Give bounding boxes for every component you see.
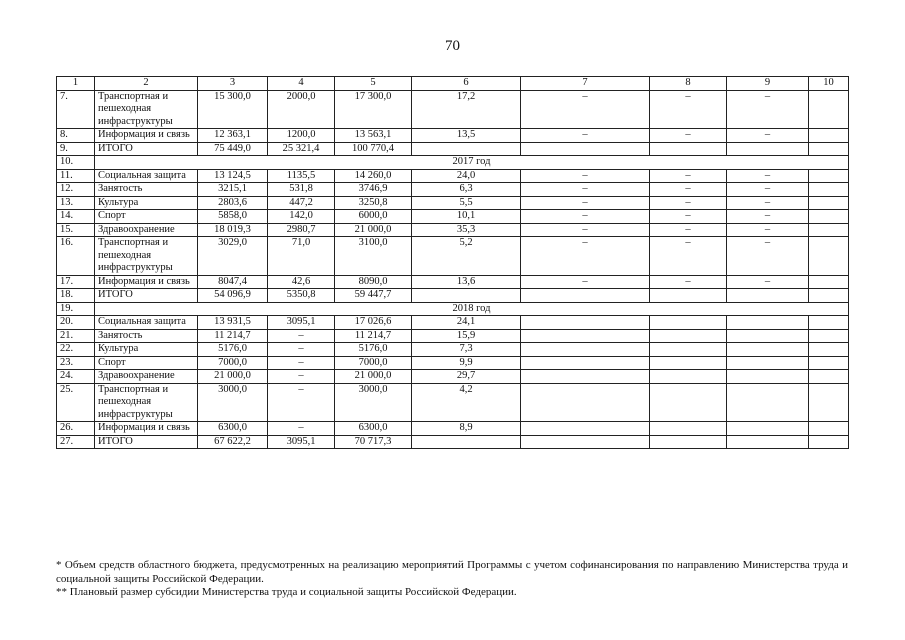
table-row (57, 196, 849, 210)
col10-cell (809, 210, 849, 224)
regional-budget-cell: 2803,6 (198, 196, 268, 210)
footnote: * Объем средств областного бюджета, предусмотренных на реализацию мероприятий Программы с учетом софинансирования по направлению Министерства труда и социальной защиты Российской Федерации. (56, 559, 848, 585)
col9-cell (727, 422, 809, 436)
share-percent-cell: 29,7 (412, 370, 521, 384)
regional-budget-cell: 8047,4 (198, 275, 268, 289)
col7-cell (521, 329, 650, 343)
direction-name: ИТОГО (95, 142, 198, 156)
row-number: 16. (57, 237, 95, 276)
table-row (57, 356, 849, 370)
share-percent-cell: 6,3 (412, 183, 521, 197)
direction-name: Информация и связь (95, 275, 198, 289)
col8-cell (650, 356, 727, 370)
column-number: 3 (198, 77, 268, 91)
row-number: 24. (57, 370, 95, 384)
federal-subsidy-cell: 2000,0 (268, 90, 335, 129)
col10-cell (809, 289, 849, 303)
col8-cell (650, 289, 727, 303)
col8-cell: – (650, 90, 727, 129)
direction-name: Транспортная и пешеходная инфраструктуры (95, 383, 198, 422)
total-cell: 3000,0 (335, 383, 412, 422)
direction-name: Здравоохранение (95, 223, 198, 237)
row-number: 19. (57, 302, 95, 316)
table-row (57, 422, 849, 436)
col8-cell: – (650, 275, 727, 289)
col9-cell (727, 142, 809, 156)
share-percent-cell: 17,2 (412, 90, 521, 129)
direction-name: Транспортная и пешеходная инфраструктуры (95, 237, 198, 276)
col9-cell (727, 343, 809, 357)
col7-cell: – (521, 237, 650, 276)
share-percent-cell: 5,5 (412, 196, 521, 210)
column-number: 4 (268, 77, 335, 91)
direction-name: Культура (95, 343, 198, 357)
regional-budget-cell: 67 622,2 (198, 435, 268, 449)
share-percent-cell: 8,9 (412, 422, 521, 436)
total-cell: 17 300,0 (335, 90, 412, 129)
col8-cell: – (650, 210, 727, 224)
share-percent-cell (412, 289, 521, 303)
col9-cell (727, 356, 809, 370)
col7-cell (521, 370, 650, 384)
col10-cell (809, 343, 849, 357)
total-cell: 5176,0 (335, 343, 412, 357)
table-row (57, 169, 849, 183)
share-percent-cell: 13,5 (412, 129, 521, 143)
col9-cell: – (727, 275, 809, 289)
share-percent-cell (412, 142, 521, 156)
column-number: 2 (95, 77, 198, 91)
direction-name: Занятость (95, 183, 198, 197)
row-number: 23. (57, 356, 95, 370)
row-number: 17. (57, 275, 95, 289)
federal-subsidy-cell: 25 321,4 (268, 142, 335, 156)
col9-cell (727, 316, 809, 330)
col10-cell (809, 223, 849, 237)
total-cell: 14 260,0 (335, 169, 412, 183)
column-number: 6 (412, 77, 521, 91)
col7-cell: – (521, 169, 650, 183)
regional-budget-cell: 7000,0 (198, 356, 268, 370)
table-row (57, 435, 849, 449)
col9-cell: – (727, 90, 809, 129)
column-number: 1 (57, 77, 95, 91)
col10-cell (809, 196, 849, 210)
table-row (57, 223, 849, 237)
direction-name: ИТОГО (95, 289, 198, 303)
col9-cell (727, 435, 809, 449)
federal-subsidy-cell: 3095,1 (268, 316, 335, 330)
total-cell: 3250,8 (335, 196, 412, 210)
federal-subsidy-cell: 71,0 (268, 237, 335, 276)
page-number: 70 (445, 38, 460, 54)
direction-name: Транспортная и пешеходная инфраструктуры (95, 90, 198, 129)
col9-cell (727, 370, 809, 384)
federal-subsidy-cell: 1135,5 (268, 169, 335, 183)
share-percent-cell: 15,9 (412, 329, 521, 343)
col8-cell (650, 370, 727, 384)
col9-cell: – (727, 169, 809, 183)
federal-subsidy-cell: 142,0 (268, 210, 335, 224)
direction-name: Культура (95, 196, 198, 210)
col10-cell (809, 356, 849, 370)
col10-cell (809, 275, 849, 289)
column-number-row (57, 77, 849, 91)
row-number: 26. (57, 422, 95, 436)
table-row (57, 210, 849, 224)
col7-cell: – (521, 129, 650, 143)
col10-cell (809, 129, 849, 143)
year-label: 2017 год (95, 156, 849, 170)
row-number: 15. (57, 223, 95, 237)
share-percent-cell: 7,3 (412, 343, 521, 357)
total-cell: 7000,0 (335, 356, 412, 370)
col9-cell: – (727, 237, 809, 276)
regional-budget-cell: 15 300,0 (198, 90, 268, 129)
federal-subsidy-cell: 42,6 (268, 275, 335, 289)
col9-cell (727, 329, 809, 343)
col8-cell: – (650, 183, 727, 197)
col8-cell (650, 422, 727, 436)
col8-cell (650, 142, 727, 156)
col8-cell: – (650, 196, 727, 210)
share-percent-cell (412, 435, 521, 449)
row-number: 27. (57, 435, 95, 449)
regional-budget-cell: 21 000,0 (198, 370, 268, 384)
row-number: 11. (57, 169, 95, 183)
year-row (57, 302, 849, 316)
share-percent-cell: 35,3 (412, 223, 521, 237)
regional-budget-cell: 5176,0 (198, 343, 268, 357)
table-row (57, 237, 849, 276)
direction-name: Социальная защита (95, 169, 198, 183)
col7-cell: – (521, 210, 650, 224)
share-percent-cell: 4,2 (412, 383, 521, 422)
row-number: 20. (57, 316, 95, 330)
regional-budget-cell: 3000,0 (198, 383, 268, 422)
regional-budget-cell: 6300,0 (198, 422, 268, 436)
col7-cell: – (521, 275, 650, 289)
col10-cell (809, 90, 849, 129)
regional-budget-cell: 3029,0 (198, 237, 268, 276)
col7-cell: – (521, 183, 650, 197)
total-cell: 11 214,7 (335, 329, 412, 343)
total-cell: 6000,0 (335, 210, 412, 224)
col9-cell: – (727, 183, 809, 197)
direction-name: Занятость (95, 329, 198, 343)
col8-cell (650, 316, 727, 330)
direction-name: Спорт (95, 356, 198, 370)
col8-cell (650, 329, 727, 343)
col7-cell: – (521, 223, 650, 237)
col10-cell (809, 383, 849, 422)
column-number: 10 (809, 77, 849, 91)
row-number: 7. (57, 90, 95, 129)
col9-cell: – (727, 196, 809, 210)
federal-subsidy-cell: – (268, 383, 335, 422)
regional-budget-cell: 13 124,5 (198, 169, 268, 183)
col9-cell: – (727, 210, 809, 224)
table-row (57, 275, 849, 289)
federal-subsidy-cell: 1200,0 (268, 129, 335, 143)
col9-cell: – (727, 223, 809, 237)
row-number: 9. (57, 142, 95, 156)
row-number: 21. (57, 329, 95, 343)
col10-cell (809, 422, 849, 436)
regional-budget-cell: 75 449,0 (198, 142, 268, 156)
regional-budget-cell: 12 363,1 (198, 129, 268, 143)
row-number: 22. (57, 343, 95, 357)
regional-budget-cell: 54 096,9 (198, 289, 268, 303)
col7-cell (521, 142, 650, 156)
regional-budget-cell: 5858,0 (198, 210, 268, 224)
total-cell: 13 563,1 (335, 129, 412, 143)
col7-cell (521, 435, 650, 449)
column-number: 5 (335, 77, 412, 91)
total-cell: 21 000,0 (335, 223, 412, 237)
row-number: 12. (57, 183, 95, 197)
federal-subsidy-cell: 5350,8 (268, 289, 335, 303)
col7-cell (521, 343, 650, 357)
col9-cell (727, 289, 809, 303)
direction-name: Информация и связь (95, 422, 198, 436)
direction-name: ИТОГО (95, 435, 198, 449)
col8-cell (650, 343, 727, 357)
regional-budget-cell: 3215,1 (198, 183, 268, 197)
col10-cell (809, 329, 849, 343)
table-row (57, 329, 849, 343)
total-cell: 3746,9 (335, 183, 412, 197)
col10-cell (809, 169, 849, 183)
col10-cell (809, 370, 849, 384)
total-cell: 59 447,7 (335, 289, 412, 303)
share-percent-cell: 13,6 (412, 275, 521, 289)
column-number: 8 (650, 77, 727, 91)
regional-budget-cell: 18 019,3 (198, 223, 268, 237)
federal-subsidy-cell: – (268, 343, 335, 357)
total-cell: 21 000,0 (335, 370, 412, 384)
federal-subsidy-cell: – (268, 370, 335, 384)
col8-cell: – (650, 169, 727, 183)
col10-cell (809, 142, 849, 156)
table-row (57, 142, 849, 156)
footnote: ** Плановый размер субсидии Министерства труда и социальной защиты Российской Федерации. (56, 586, 517, 598)
total-cell: 17 026,6 (335, 316, 412, 330)
federal-subsidy-cell: 2980,7 (268, 223, 335, 237)
col10-cell (809, 316, 849, 330)
federal-subsidy-cell: 531,8 (268, 183, 335, 197)
federal-subsidy-cell: 447,2 (268, 196, 335, 210)
row-number: 25. (57, 383, 95, 422)
col9-cell: – (727, 129, 809, 143)
col8-cell: – (650, 129, 727, 143)
row-number: 14. (57, 210, 95, 224)
row-number: 10. (57, 156, 95, 170)
column-number: 7 (521, 77, 650, 91)
regional-budget-cell: 11 214,7 (198, 329, 268, 343)
col7-cell (521, 316, 650, 330)
direction-name: Здравоохранение (95, 370, 198, 384)
year-row (57, 156, 849, 170)
share-percent-cell: 9,9 (412, 356, 521, 370)
table-row (57, 343, 849, 357)
table-row (57, 289, 849, 303)
col8-cell (650, 383, 727, 422)
column-number: 9 (727, 77, 809, 91)
col7-cell (521, 356, 650, 370)
col8-cell: – (650, 223, 727, 237)
table-row (57, 90, 849, 129)
data-table (56, 76, 849, 449)
footnotes (56, 559, 848, 600)
federal-subsidy-cell: 3095,1 (268, 435, 335, 449)
year-label: 2018 год (95, 302, 849, 316)
col7-cell: – (521, 90, 650, 129)
total-cell: 8090,0 (335, 275, 412, 289)
table-row (57, 129, 849, 143)
federal-subsidy-cell: – (268, 422, 335, 436)
table-row (57, 316, 849, 330)
share-percent-cell: 24,1 (412, 316, 521, 330)
share-percent-cell: 5,2 (412, 237, 521, 276)
table-row (57, 370, 849, 384)
col7-cell (521, 422, 650, 436)
total-cell: 70 717,3 (335, 435, 412, 449)
col8-cell: – (650, 237, 727, 276)
table-row (57, 183, 849, 197)
col7-cell: – (521, 196, 650, 210)
direction-name: Социальная защита (95, 316, 198, 330)
federal-subsidy-cell: – (268, 329, 335, 343)
row-number: 8. (57, 129, 95, 143)
federal-subsidy-cell: – (268, 356, 335, 370)
col7-cell (521, 289, 650, 303)
row-number: 18. (57, 289, 95, 303)
regional-budget-cell: 13 931,5 (198, 316, 268, 330)
direction-name: Информация и связь (95, 129, 198, 143)
row-number: 13. (57, 196, 95, 210)
col8-cell (650, 435, 727, 449)
table-row (57, 383, 849, 422)
total-cell: 100 770,4 (335, 142, 412, 156)
col7-cell (521, 383, 650, 422)
share-percent-cell: 24,0 (412, 169, 521, 183)
col10-cell (809, 183, 849, 197)
col10-cell (809, 435, 849, 449)
direction-name: Спорт (95, 210, 198, 224)
col10-cell (809, 237, 849, 276)
total-cell: 6300,0 (335, 422, 412, 436)
col9-cell (727, 383, 809, 422)
share-percent-cell: 10,1 (412, 210, 521, 224)
total-cell: 3100,0 (335, 237, 412, 276)
